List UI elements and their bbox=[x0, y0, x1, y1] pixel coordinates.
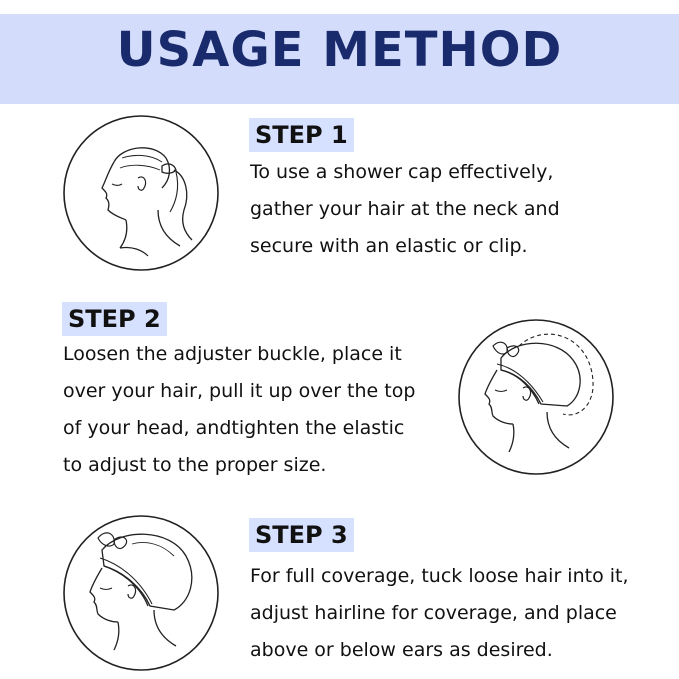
cap-worn-icon bbox=[62, 514, 220, 672]
step-3-text bbox=[250, 558, 629, 669]
step-2-line-2: over your hair, pull it up over the top bbox=[63, 380, 416, 402]
page-title: USAGE METHOD bbox=[116, 22, 563, 78]
step-2-line-3: of your head, andtighten the elastic bbox=[63, 417, 405, 439]
step-1-text bbox=[250, 154, 560, 265]
step-1-line-2: gather your hair at the neck and bbox=[250, 198, 560, 220]
step-2-text bbox=[63, 336, 415, 484]
step-2-line-1: Loosen the adjuster buckle, place it bbox=[63, 343, 402, 365]
step-3-line-1: For full coverage, tuck loose hair into it, bbox=[250, 565, 629, 587]
step-3-label: STEP 3 bbox=[249, 518, 354, 552]
step-2-line-4: to adjust to the proper size. bbox=[63, 454, 327, 476]
step-1-line-3: secure with an elastic or clip. bbox=[250, 235, 528, 257]
ponytail-icon bbox=[62, 114, 220, 272]
step-1-line-1: To use a shower cap effectively, bbox=[250, 161, 554, 183]
step-2-label: STEP 2 bbox=[62, 302, 167, 336]
step-1-label: STEP 1 bbox=[249, 118, 354, 152]
cap-fitting-icon bbox=[457, 318, 615, 476]
step-3-line-2: adjust hairline for coverage, and place bbox=[250, 602, 617, 624]
step-3-line-3: above or below ears as desired. bbox=[250, 639, 553, 661]
